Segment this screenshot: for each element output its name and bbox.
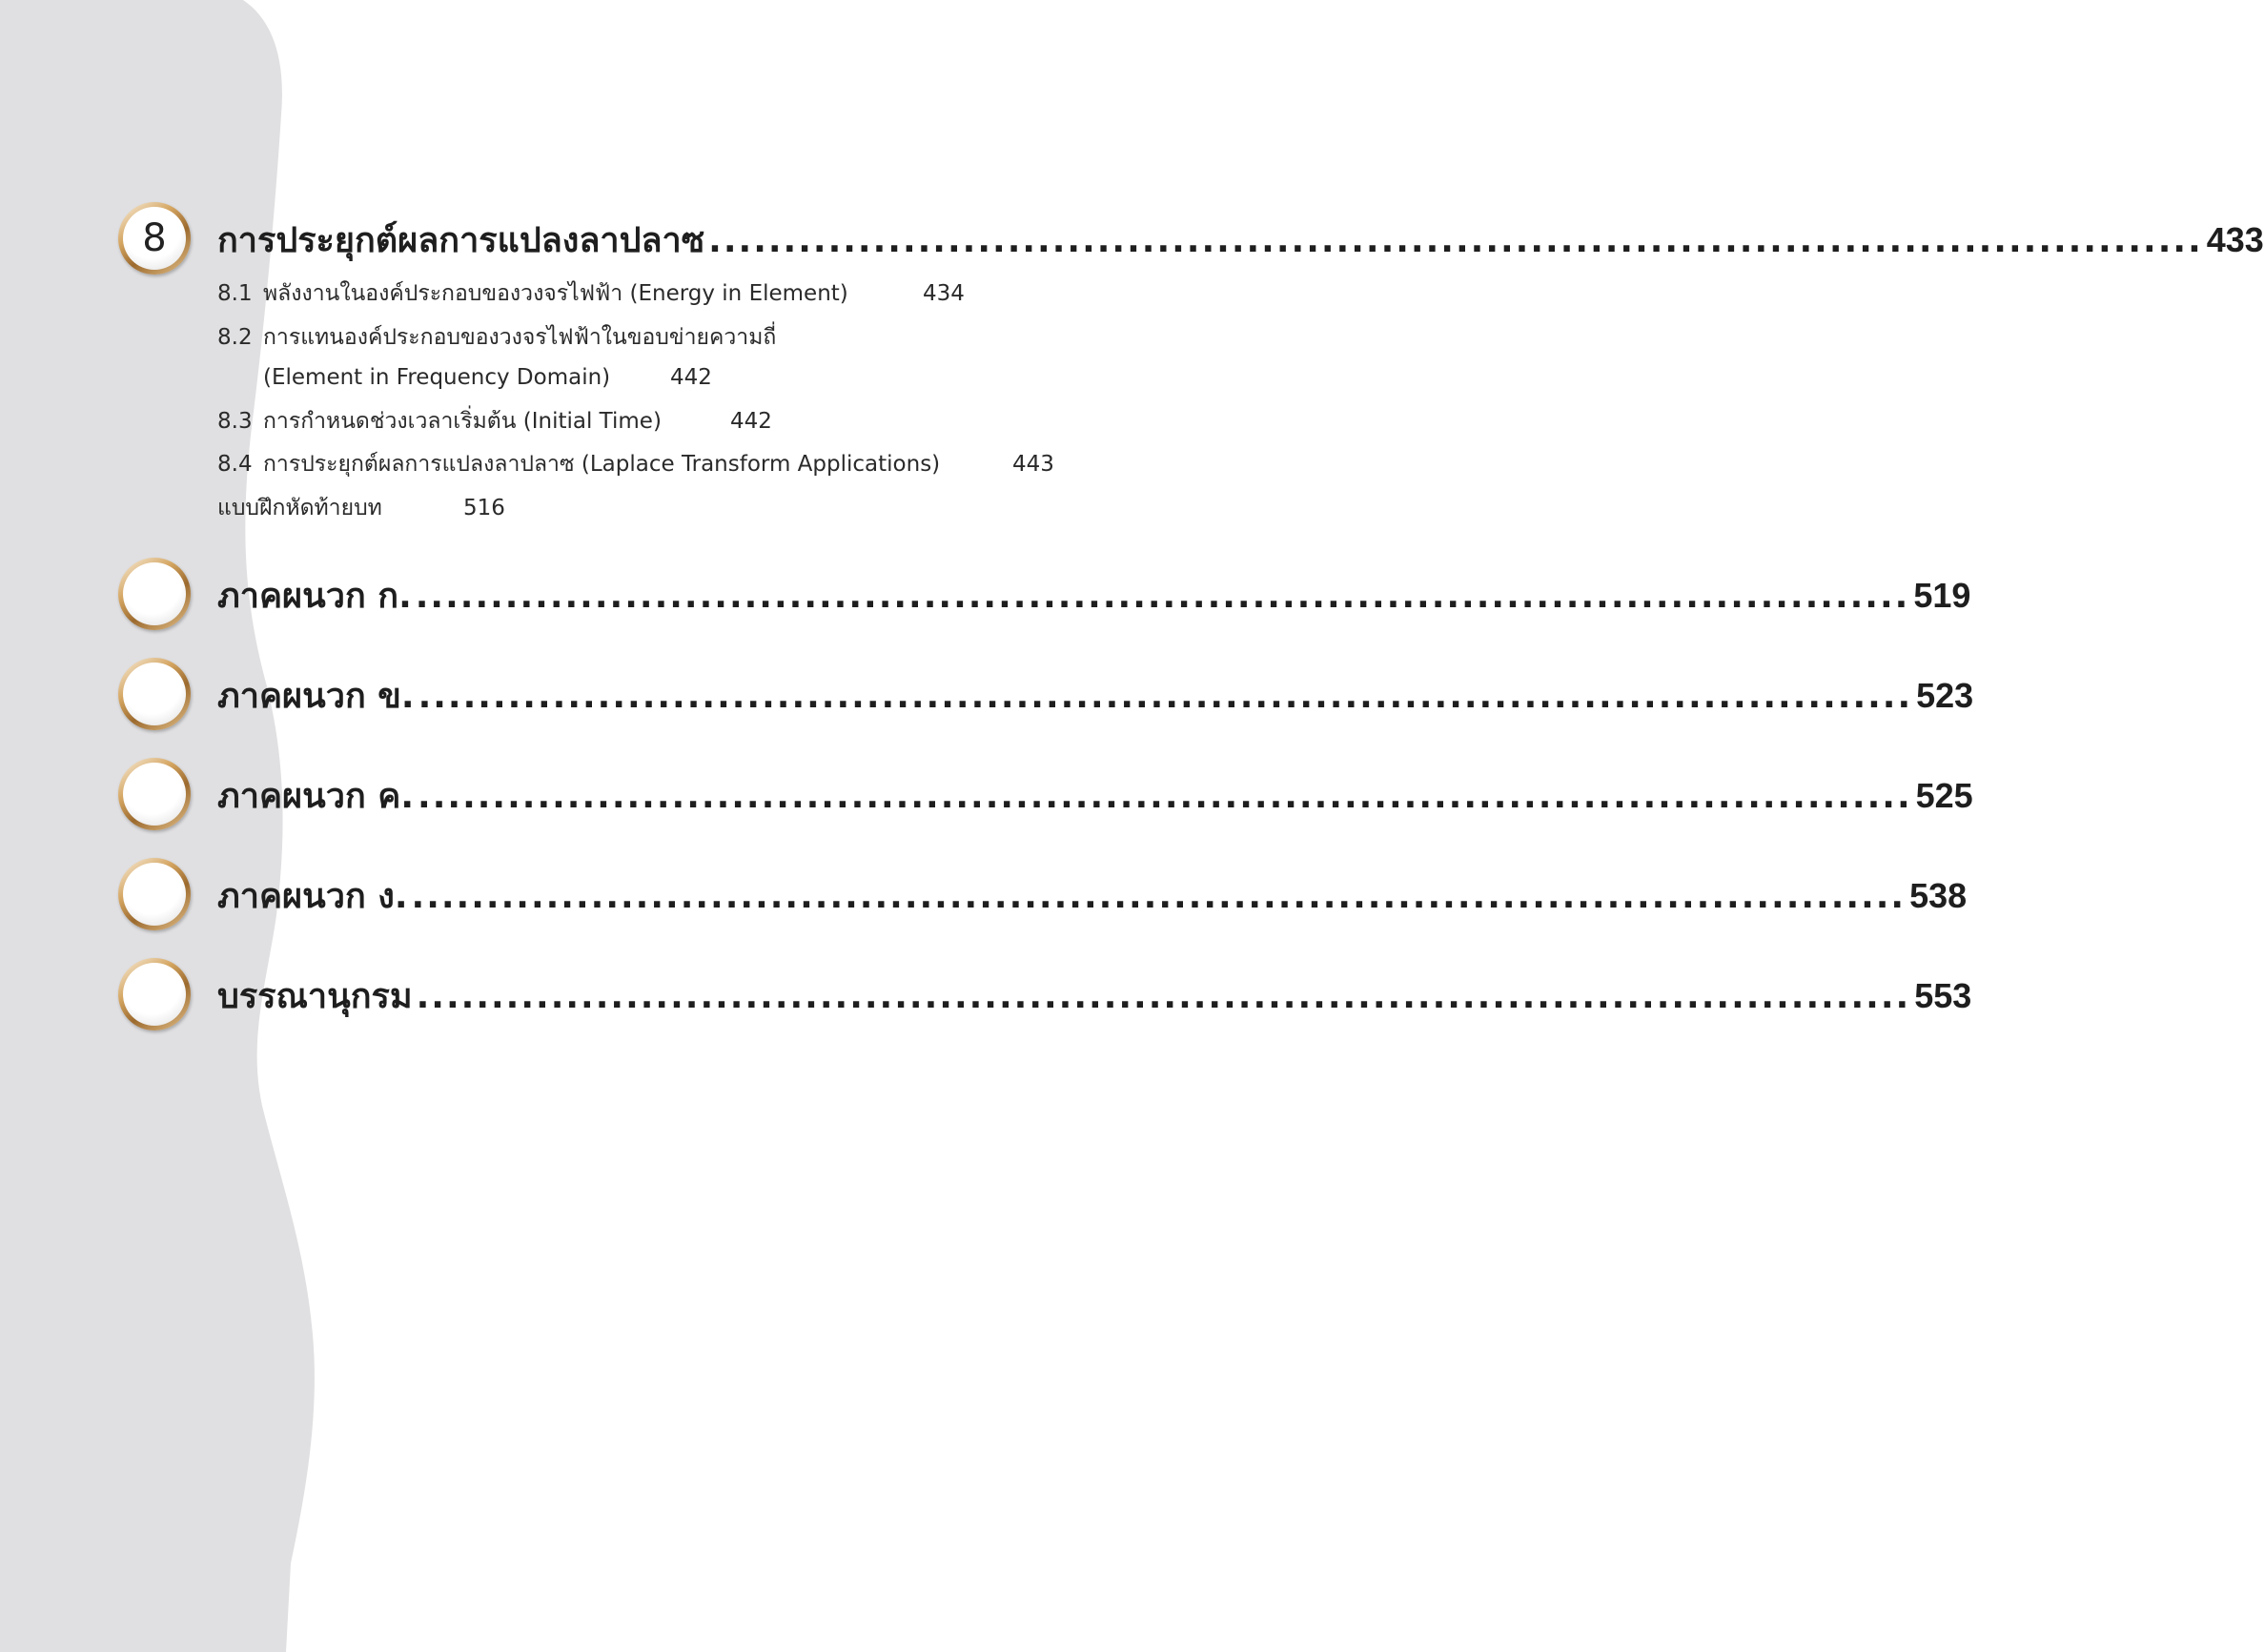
section-entry-8-4[interactable] <box>217 452 940 479</box>
appendix-page: 519 <box>1913 576 1971 615</box>
section-number: 8.2 <box>217 325 253 350</box>
appendix-page: 538 <box>1909 876 1968 915</box>
bibliography-page: 553 <box>1914 976 1972 1015</box>
appendix-page: 523 <box>1916 676 1974 715</box>
dot-leader: .................................................................................................... <box>418 777 1912 816</box>
exercise-page: 516 <box>463 496 505 520</box>
appendix-entry-kho-khwai[interactable] <box>217 775 1973 817</box>
bibliography-entry[interactable] <box>217 975 1972 1017</box>
exercise-title: แบบฝึกหัดท้ายบท <box>217 496 382 520</box>
chapter-entry[interactable] <box>217 219 2264 261</box>
section-title: พลังงานในองค์ประกอบของวงจรไฟฟ้า (Energy in Element) <box>263 281 848 306</box>
section-page: 442 <box>730 409 772 434</box>
appendix-entry-ngo[interactable] <box>217 875 1968 917</box>
section-title-line2: (Element in Frequency Domain) <box>263 365 611 390</box>
chapter-number: 8 <box>142 216 167 260</box>
appendix-badge <box>118 858 191 930</box>
appendix-badge <box>118 758 191 830</box>
section-page: 442 <box>670 365 712 390</box>
section-page: 434 <box>923 281 965 306</box>
appendix-title: ภาคผนวก ก. <box>217 577 412 616</box>
appendix-entry-kho[interactable] <box>217 675 1974 717</box>
appendix-entry-ko[interactable] <box>217 575 1971 617</box>
dot-leader: .................................................................................................... <box>708 221 2203 260</box>
appendix-title: ภาคผนวก ค. <box>217 777 415 816</box>
chapter-title: การประยุกต์ผลการแปลงลาปลาซ <box>217 221 705 260</box>
dot-leader: .................................................................................................... <box>415 577 1910 616</box>
section-number: 8.4 <box>217 452 253 477</box>
chapter-badge <box>118 202 191 275</box>
section-entry-8-2[interactable] <box>217 325 776 352</box>
appendix-page: 525 <box>1915 776 1973 815</box>
dot-leader: .................................................................................................... <box>418 677 1913 716</box>
bibliography-title: บรรณานุกรม <box>217 977 413 1016</box>
section-page: 443 <box>1012 452 1054 477</box>
section-title: การประยุกต์ผลการแปลงลาปลาซ (Laplace Transform Applications) <box>263 452 941 477</box>
dot-leader: .................................................................................................... <box>416 977 1911 1016</box>
section-title: การแทนองค์ประกอบของวงจรไฟฟ้าในขอบข่ายความถี่ <box>263 325 777 350</box>
section-number: 8.1 <box>217 281 253 306</box>
section-number: 8.3 <box>217 409 253 434</box>
appendix-badge <box>118 558 191 630</box>
appendix-badge <box>118 658 191 730</box>
appendix-title: ภาคผนวก ข. <box>217 677 415 716</box>
chapter-page: 433 <box>2206 220 2264 259</box>
section-entry-8-1[interactable] <box>217 281 848 308</box>
appendix-title: ภาคผนวก ง. <box>217 877 408 916</box>
bibliography-badge <box>118 958 191 1030</box>
dot-leader: .................................................................................................... <box>411 877 1907 916</box>
section-title: การกำหนดช่วงเวลาเริ่มต้น (Initial Time) <box>263 409 662 434</box>
section-entry-8-3[interactable] <box>217 409 662 436</box>
exercise-entry[interactable] <box>217 496 382 522</box>
